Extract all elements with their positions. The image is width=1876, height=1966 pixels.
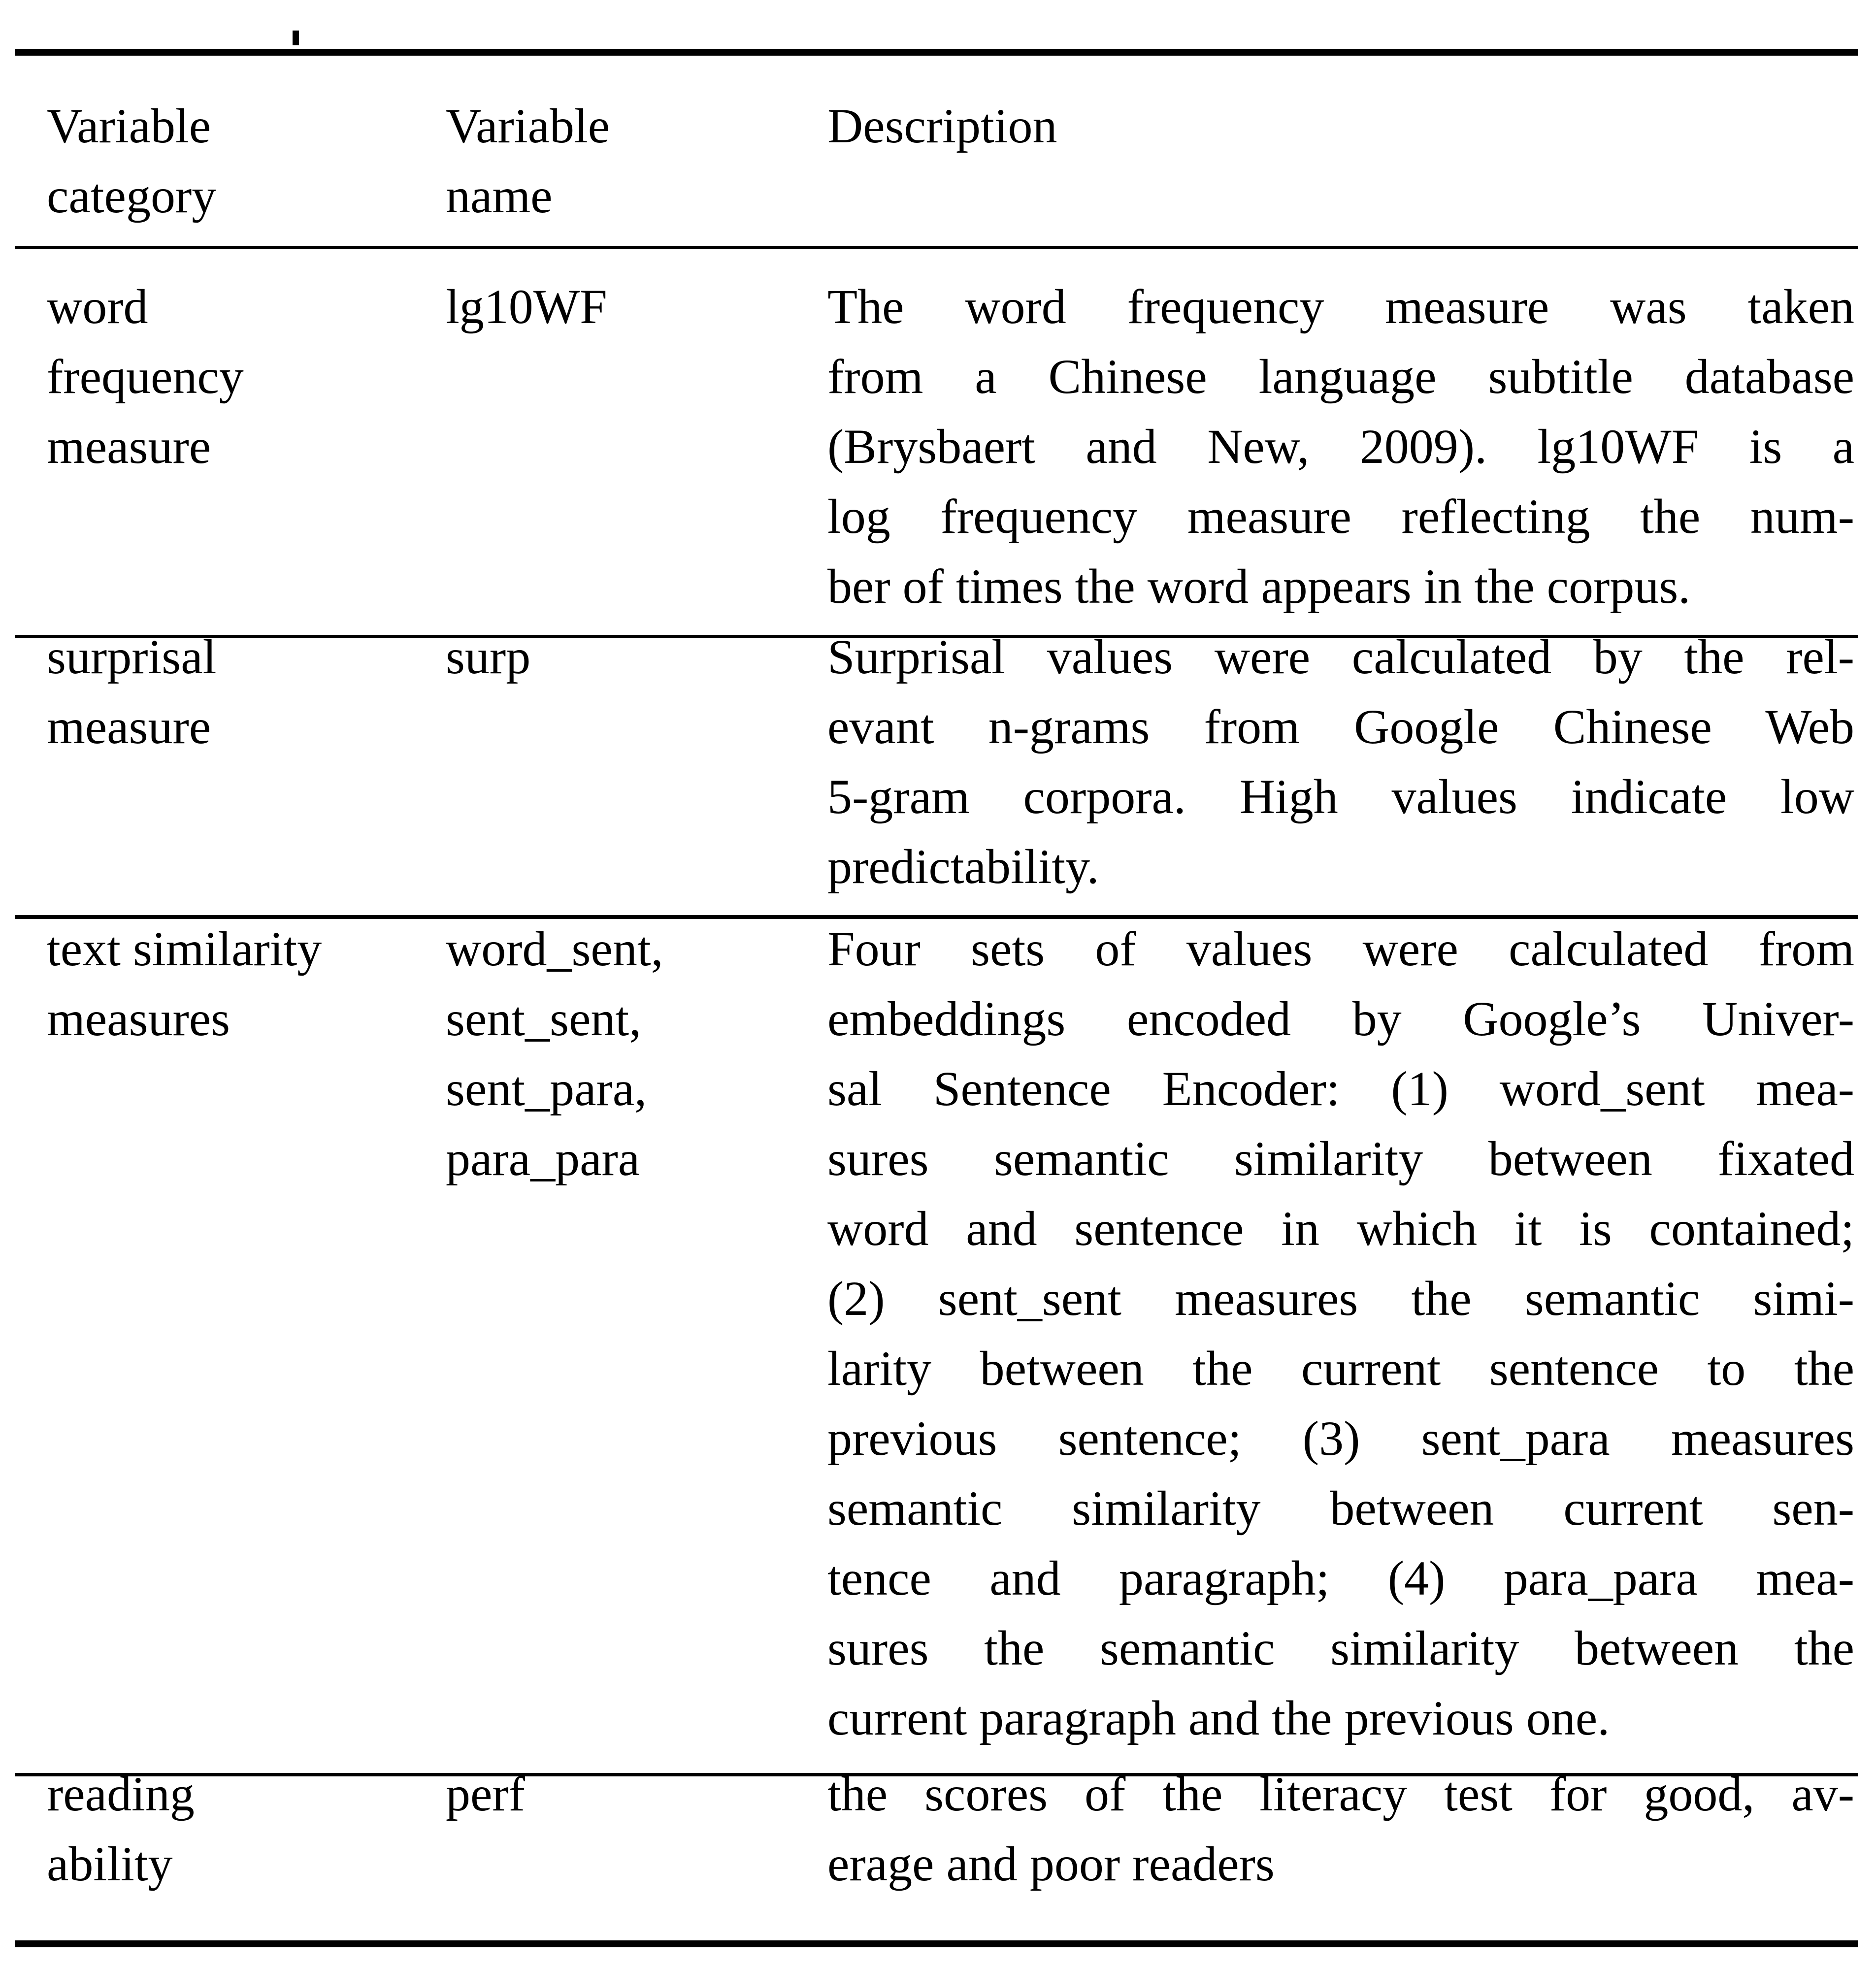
table-cell-line: predictability. [827, 839, 1099, 894]
cell-category [47, 914, 446, 1753]
table-cell-line: current paragraph and the previous one. [827, 1691, 1610, 1745]
table-cell-line: perf [446, 1767, 525, 1821]
table-cell-line: log frequency measure reflecting the num- [827, 489, 1854, 544]
table-row [47, 1759, 1854, 1899]
cell-name [446, 622, 827, 902]
table-cell-line: text similarity [47, 921, 322, 976]
header-separator-rule [15, 246, 1858, 249]
table-cell-line: word_sent, [446, 921, 663, 976]
header-cell-description [827, 91, 1854, 231]
table-cell-line: sures the semantic similarity between the [827, 1621, 1854, 1675]
table-cell-line: from a Chinese language subtitle database [827, 349, 1854, 404]
table-cell-line: word [47, 279, 148, 334]
cell-category [47, 622, 446, 902]
cell-name [446, 914, 827, 1753]
header-line: name [446, 168, 553, 223]
table-cell-line: surp [446, 629, 531, 684]
table-cell-line: sent_sent, [446, 991, 642, 1046]
table-cell-line: ability [47, 1836, 173, 1891]
cell-category [47, 1759, 446, 1899]
header-cell-name [446, 91, 827, 231]
table-cell-line: frequency [47, 349, 244, 404]
table-cell-line: 5-gram corpora. High values indicate low [827, 769, 1854, 824]
table-cell-line: reading [47, 1767, 195, 1821]
table-row [47, 914, 1854, 1753]
header-line: Variable [446, 98, 610, 153]
table-cell-line: tence and paragraph; (4) para_para mea- [827, 1551, 1854, 1606]
cell-name [446, 272, 827, 622]
header-cell-category [47, 91, 446, 231]
table-bottom-rule [15, 1940, 1858, 1947]
table-cell-line: sal Sentence Encoder: (1) word_sent mea- [827, 1061, 1854, 1116]
cell-description [827, 272, 1854, 622]
table-cell-line: larity between the current sentence to the [827, 1341, 1854, 1396]
cell-category [47, 272, 446, 622]
cell-description [827, 914, 1854, 1753]
table-cell-line: The word frequency measure was taken [827, 279, 1854, 334]
cell-description [827, 622, 1854, 902]
table-cell-line: sures semantic similarity between fixated [827, 1131, 1854, 1186]
table-cell-line: measure [47, 419, 211, 474]
table-cell-line: sent_para, [446, 1061, 647, 1116]
table-cell-line: erage and poor readers [827, 1836, 1275, 1891]
table-cell-line: lg10WF [446, 279, 607, 334]
table-cell-line: surprisal [47, 629, 217, 684]
table-cell-line: Surprisal values were calculated by the rel- [827, 629, 1854, 684]
table-cell-line: (2) sent_sent measures the semantic simi- [827, 1271, 1854, 1326]
table-cell-line: ber of times the word appears in the corpus. [827, 559, 1691, 614]
table-row [47, 622, 1854, 902]
table-cell-line: para_para [446, 1131, 640, 1186]
table-cell-line: (Brysbaert and New, 2009). lg10WF is a [827, 419, 1854, 474]
table-cell-line: measure [47, 699, 211, 754]
table-cell-line: previous sentence; (3) sent_para measures [827, 1411, 1854, 1466]
table-header-row [47, 91, 1854, 231]
table-cell-line: semantic similarity between current sen- [827, 1481, 1854, 1536]
header-line: category [47, 168, 217, 223]
header-line: Variable [47, 98, 211, 153]
table-cell-line: the scores of the literacy test for good, av- [827, 1767, 1854, 1821]
caption-fragment-mark [293, 31, 299, 45]
table-cell-line: Four sets of values were calculated from [827, 921, 1854, 976]
cell-name [446, 1759, 827, 1899]
table-row [47, 272, 1854, 622]
table-cell-line: measures [47, 991, 230, 1046]
table-top-rule [15, 49, 1858, 56]
table-cell-line: embeddings encoded by Google’s Univer- [827, 991, 1854, 1046]
cell-description [827, 1759, 1854, 1899]
table-cell-line: word and sentence in which it is contained; [827, 1201, 1854, 1256]
header-line: Description [827, 98, 1057, 153]
table-cell-line: evant n-grams from Google Chinese Web [827, 699, 1854, 754]
